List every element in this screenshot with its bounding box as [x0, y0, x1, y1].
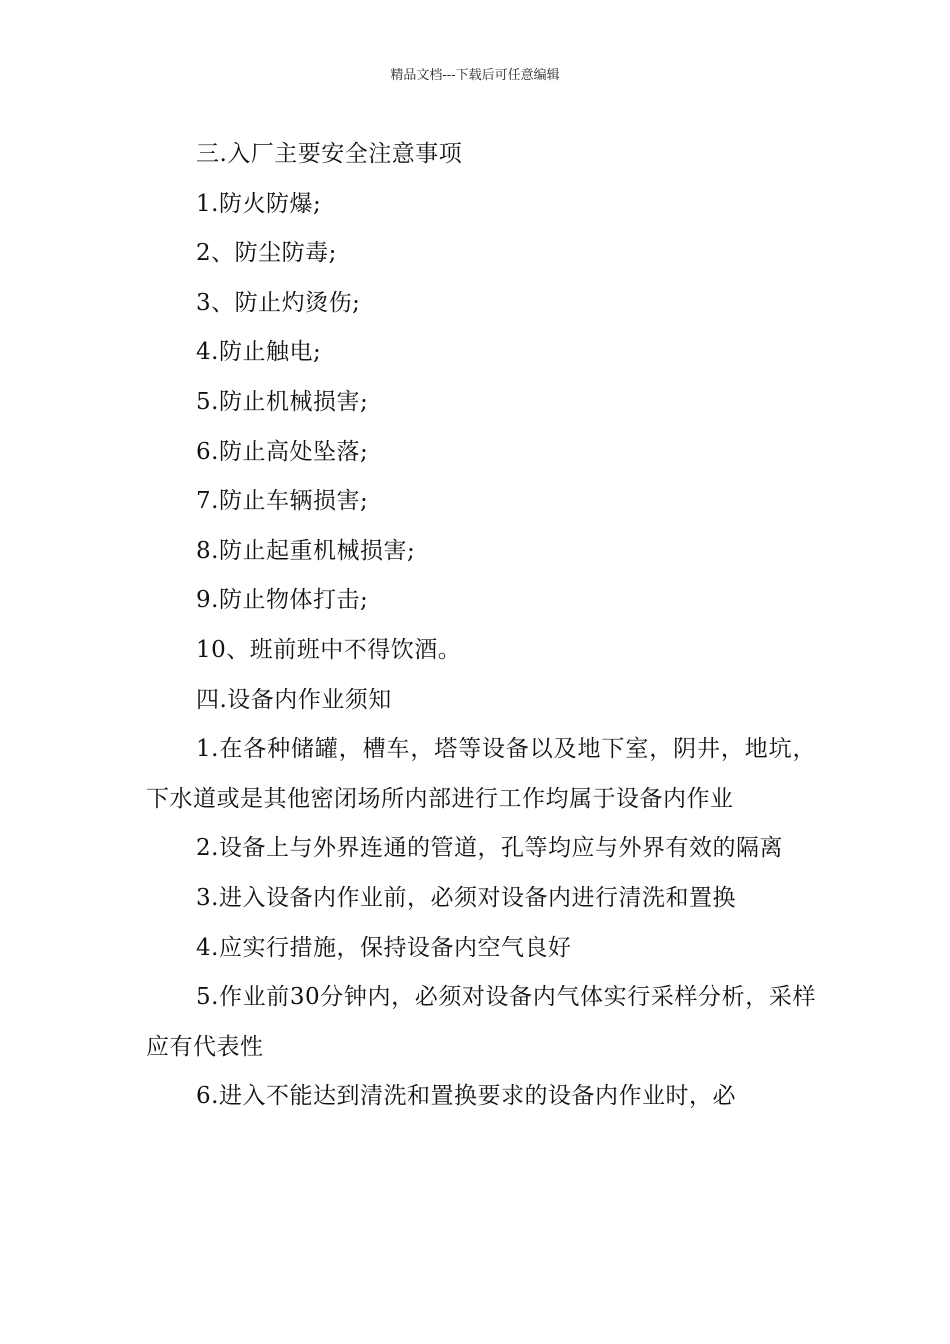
section-heading-4: 四.设备内作业须知	[196, 686, 392, 713]
page-header: 精品文档---下载后可任意编辑	[390, 68, 560, 83]
list-item: 10、班前班中不得饮酒。	[196, 636, 462, 663]
list-item: 6.进入不能达到清洗和置换要求的设备内作业时，必	[196, 1083, 736, 1110]
document-body	[146, 130, 816, 1122]
list-item: 5.防止机械损害;	[196, 388, 369, 415]
list-item: 6.防止高处坠落;	[196, 438, 369, 465]
list-item: 7.防止车辆损害;	[196, 488, 369, 515]
list-item: 4.防止触电;	[196, 339, 322, 366]
list-item: 9.防止物体打击;	[196, 587, 369, 614]
list-item: 2、防尘防毒;	[196, 240, 337, 267]
list-item: 8.防止起重机械损害;	[196, 537, 416, 564]
section-heading-3: 三.入厂主要安全注意事项	[196, 141, 463, 167]
list-item: 1.在各种储罐，槽车，塔等设备以及地下室，阴井，地坑，下水道或是其他密闭场所内部进行工作均属于设备内作业	[146, 736, 816, 812]
list-item: 3、防止灼烫伤;	[196, 289, 361, 316]
list-item: 4.应实行措施，保持设备内空气良好	[196, 934, 572, 961]
list-item: 5.作业前30分钟内，必须对设备内气体实行采样分析，采样应有代表性	[146, 984, 816, 1060]
list-item: 3.进入设备内作业前，必须对设备内进行清洗和置换	[196, 884, 736, 911]
list-item: 2.设备上与外界连通的管道，孔等均应与外界有效的隔离	[196, 835, 783, 862]
list-item: 1.防火防爆;	[196, 190, 322, 217]
